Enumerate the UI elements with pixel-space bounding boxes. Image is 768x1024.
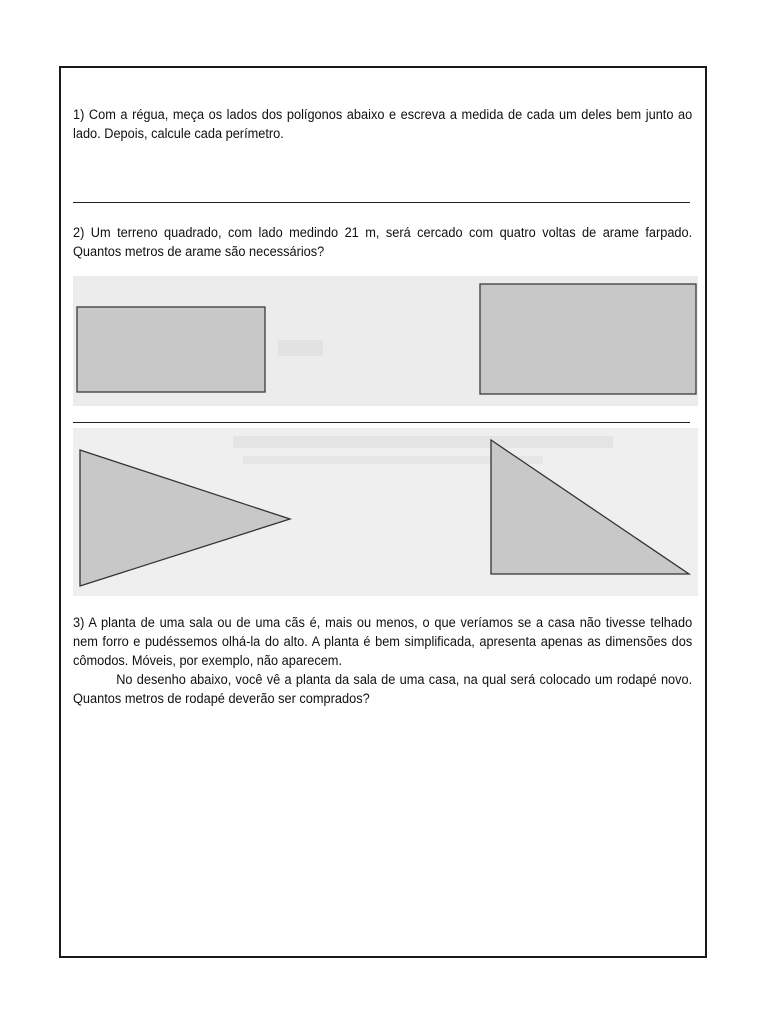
triangles-figure [73, 428, 698, 596]
rectangles-svg [73, 276, 698, 406]
question-3-paragraph-2: No desenho abaixo, você vê a planta da sala de uma casa, na qual será colocado um rodapé novo. Quantos metros de rodapé deverão ser comprados? [73, 672, 693, 707]
question-2-text: 2) Um terreno quadrado, com lado medindo 21 m, será cercado com quatro voltas de arame farpado. Quantos metros de arame são necessários? [73, 225, 693, 260]
question-1-text: 1) Com a régua, meça os lados dos polígonos abaixo e escreva a medida de cada um deles bem junto ao lado. Depois, calcule cada perímetro. [73, 107, 693, 142]
rectangle-shape-right [480, 284, 696, 394]
question-3-paragraph-1: 3) A planta de uma sala ou de uma cãs é, mais ou menos, o que veríamos se a casa não tivesse telhado nem forro e pudéssemos olhá-la do alto. A planta é bem simplificada, apresenta apenas as dimensões dos cômodos. Móveis, por exemplo, não aparecem. [73, 615, 693, 669]
scan-smudge [278, 340, 323, 356]
rectangles-figure [73, 276, 698, 406]
rectangle-shape-left [77, 307, 265, 392]
answer-line-2 [73, 422, 690, 423]
question-3 [73, 614, 692, 709]
answer-line-1 [73, 202, 690, 203]
question-1 [73, 106, 692, 144]
question-2 [73, 224, 692, 262]
triangles-svg [73, 428, 698, 596]
scan-bleed-through [233, 436, 613, 448]
